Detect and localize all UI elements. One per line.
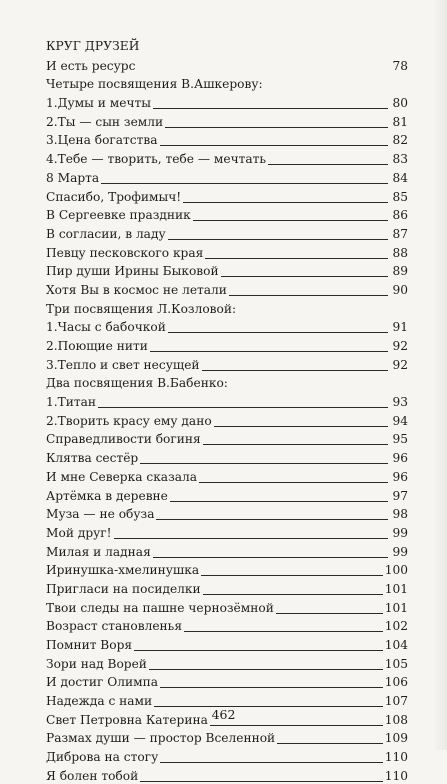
toc-entry xyxy=(46,672,408,691)
toc-leader-line xyxy=(98,407,388,408)
toc-leader-line xyxy=(221,276,388,277)
toc-entry-title: 1.Думы и мечты xyxy=(46,96,151,111)
toc-entry xyxy=(46,335,408,354)
toc-leader-line xyxy=(160,687,383,688)
toc-entry xyxy=(46,560,408,579)
toc-entry-title: 2.Творить красу ему дано xyxy=(46,413,212,428)
toc-entry xyxy=(46,148,408,167)
toc-entry-title: Свет Петровна Катерина xyxy=(46,712,208,727)
toc-entry-title: Размах души — простор Вселенной xyxy=(46,731,276,746)
toc-entry xyxy=(46,597,408,616)
toc-entry-page: 92 xyxy=(392,357,408,372)
toc-entry xyxy=(46,504,408,523)
toc-leader-line xyxy=(140,463,388,464)
toc-entry-title: Милая и ладная xyxy=(46,544,151,559)
toc-entry-title: Справедливости богиня xyxy=(46,432,201,447)
toc-leader-line xyxy=(153,108,388,109)
toc-leader-line xyxy=(193,220,388,221)
page-number: 462 xyxy=(211,707,236,722)
toc-entry xyxy=(46,634,408,653)
toc-entry-page: 100 xyxy=(384,563,408,578)
toc-entry-page: 102 xyxy=(384,619,408,634)
toc-entry-title: 2.Ты — сын земли xyxy=(46,114,164,129)
toc-entry xyxy=(46,466,408,485)
toc-entry-page: 97 xyxy=(392,488,408,503)
toc-entry-title: 1.Титан xyxy=(46,395,97,410)
toc-entry-page: 104 xyxy=(384,638,408,652)
toc-entry-title: 3.Цена богатства xyxy=(46,133,158,148)
toc-entry xyxy=(46,653,408,672)
toc-entry-title: Зори над Ворей xyxy=(46,656,147,671)
toc-entry-page: 86 xyxy=(392,208,408,223)
toc-entry-page: 108 xyxy=(384,712,408,727)
toc-leader-line xyxy=(183,202,388,203)
toc-leader-line xyxy=(277,743,383,744)
toc-entry-title: Возраст становленья xyxy=(46,619,183,634)
toc-entry-title: Хотя Вы в космос не летали xyxy=(46,282,227,297)
toc-entry-page: 91 xyxy=(392,320,408,335)
toc-entry xyxy=(46,298,408,317)
toc-entry-title: Четыре посвящения В.Ашкерову: xyxy=(46,77,263,92)
toc-entry-title: Муза — не обуза xyxy=(46,507,155,522)
toc-entry-title: Пир души Ирины Быковой xyxy=(46,264,219,279)
toc-entry xyxy=(46,92,408,111)
toc-entry xyxy=(46,261,408,280)
toc-entry xyxy=(46,130,408,149)
toc-leader-line xyxy=(168,332,388,333)
toc-leader-line xyxy=(203,444,388,445)
toc-entry xyxy=(46,578,408,597)
toc-entry-title: Клятва сестёр xyxy=(46,451,139,466)
toc-entry-page: 82 xyxy=(392,133,408,148)
toc-entry xyxy=(46,354,408,373)
toc-entry-title: Два посвящения В.Бабенко: xyxy=(46,376,228,391)
toc-entry xyxy=(46,485,408,504)
toc-entry-title: 4.Тебе — творить, тебе — мечтать xyxy=(46,152,267,167)
toc-leader-line xyxy=(150,351,388,352)
toc-leader-line xyxy=(184,631,383,632)
toc-entry-page: 107 xyxy=(384,694,408,709)
toc-entry-page: 92 xyxy=(392,339,408,353)
toc-entry-title: Иринушка-хмелинушка xyxy=(46,563,200,578)
toc-entry-title: Певцу песковского края xyxy=(46,245,204,260)
toc-leader-line xyxy=(276,613,383,614)
toc-entry-page: 94 xyxy=(392,413,408,428)
toc-entry-page: 93 xyxy=(392,395,408,410)
toc-entry-title: 8 Марта xyxy=(46,170,100,185)
toc-entry xyxy=(46,728,408,747)
toc-leader-line xyxy=(134,650,383,651)
toc-entry-page: 101 xyxy=(384,581,408,596)
toc-entry-page: 106 xyxy=(384,675,408,690)
toc-entry-title: Помнит Воря xyxy=(46,638,133,652)
toc-entry-page: 78 xyxy=(392,58,408,73)
toc-entry-title: Три посвящения Л.Козловой: xyxy=(46,301,237,316)
toc-leader-line xyxy=(160,762,382,763)
toc-entry-title: Диброва на стогу xyxy=(46,750,159,765)
toc-leader-line xyxy=(268,164,388,165)
page-edge-shadow xyxy=(433,0,447,750)
toc-leader-line xyxy=(149,669,383,670)
toc-entry-title: Надежда с нами xyxy=(46,694,153,709)
toc-entry xyxy=(46,410,408,429)
toc-leader-line xyxy=(205,258,388,259)
toc-entry-page: 98 xyxy=(392,507,408,522)
toc-leader-line xyxy=(199,482,388,483)
toc-entry-title: В Сергеевке праздник xyxy=(46,208,191,223)
toc-entry xyxy=(46,223,408,242)
toc-entry-page: 87 xyxy=(392,226,408,241)
toc-entry-page: 83 xyxy=(392,152,408,167)
toc-leader-line xyxy=(203,594,383,595)
toc-leader-line xyxy=(165,127,388,128)
toc-entry xyxy=(46,429,408,448)
toc-entry-title: В согласии, в ладу xyxy=(46,226,166,241)
toc-entry xyxy=(46,205,408,224)
toc-entry xyxy=(46,279,408,298)
toc-leader-line xyxy=(201,575,383,576)
toc-leader-line xyxy=(160,145,389,146)
toc-entry xyxy=(46,765,408,784)
toc-entry xyxy=(46,541,408,560)
toc-entry-page: 99 xyxy=(392,544,408,559)
toc-leader-line xyxy=(202,370,388,371)
toc-list xyxy=(46,55,408,784)
toc-entry xyxy=(46,74,408,93)
toc-entry-page: 89 xyxy=(392,264,408,279)
toc-entry-title: 1.Часы с бабочкой xyxy=(46,320,166,335)
toc-leader-line xyxy=(153,557,388,558)
toc-leader-line xyxy=(114,538,388,539)
toc-entry xyxy=(46,317,408,336)
toc-leader-line xyxy=(210,725,383,726)
toc-entry-page: 96 xyxy=(392,451,408,466)
toc-entry-page: 88 xyxy=(392,245,408,260)
toc-entry-title: И есть ресурс xyxy=(46,58,136,73)
toc-entry-title: И мне Северка сказала xyxy=(46,469,197,484)
toc-entry-title: И достиг Олимпа xyxy=(46,675,159,690)
toc-leader-line xyxy=(101,183,388,184)
toc-entry xyxy=(46,111,408,130)
toc-entry-title: Мой друг! xyxy=(46,525,112,540)
toc-leader-line xyxy=(168,239,388,240)
toc-entry-title: 3.Тепло и свет несущей xyxy=(46,357,200,372)
toc-leader-line xyxy=(140,781,383,782)
toc-entry-page: 110 xyxy=(384,768,408,783)
toc-entry-page: 99 xyxy=(392,525,408,540)
toc-entry-page: 95 xyxy=(392,432,408,447)
toc-entry xyxy=(46,186,408,205)
toc-entry-page: 84 xyxy=(392,170,408,185)
toc-entry xyxy=(46,167,408,186)
toc-entry-page: 101 xyxy=(384,600,408,615)
toc-entry-page: 96 xyxy=(392,469,408,484)
toc-entry xyxy=(46,242,408,261)
toc-leader-line xyxy=(170,501,388,502)
toc-entry-page: 110 xyxy=(384,750,408,765)
toc-entry-title: Пригласи на посиделки xyxy=(46,581,201,596)
toc-entry xyxy=(46,55,408,74)
toc-entry xyxy=(46,616,408,635)
toc-entry xyxy=(46,373,408,392)
toc-entry xyxy=(46,746,408,765)
toc-entry-page: 81 xyxy=(392,114,408,129)
toc-entry-page: 105 xyxy=(384,656,408,671)
toc-leader-line xyxy=(229,295,388,296)
toc-entry-title: 2.Поющие нити xyxy=(46,339,148,353)
toc-entry-page: 109 xyxy=(384,731,408,746)
toc-entry-page: 90 xyxy=(392,282,408,297)
toc-entry xyxy=(46,522,408,541)
toc-entry-title: Артёмка в деревне xyxy=(46,488,168,503)
toc-entry-title: Спасибо, Трофимыч! xyxy=(46,189,182,204)
toc-leader-line xyxy=(156,519,388,520)
table-of-contents-page xyxy=(46,38,408,784)
section-title: КРУГ ДРУЗЕЙ xyxy=(46,39,140,53)
toc-entry-page: 80 xyxy=(392,96,408,111)
toc-leader-line xyxy=(214,426,388,427)
toc-entry xyxy=(46,391,408,410)
toc-entry-title: Я болен тобой xyxy=(46,768,139,783)
toc-entry xyxy=(46,447,408,466)
toc-entry-page: 85 xyxy=(392,189,408,204)
toc-entry-title: Твои следы на пашне чернозёмной xyxy=(46,600,274,615)
